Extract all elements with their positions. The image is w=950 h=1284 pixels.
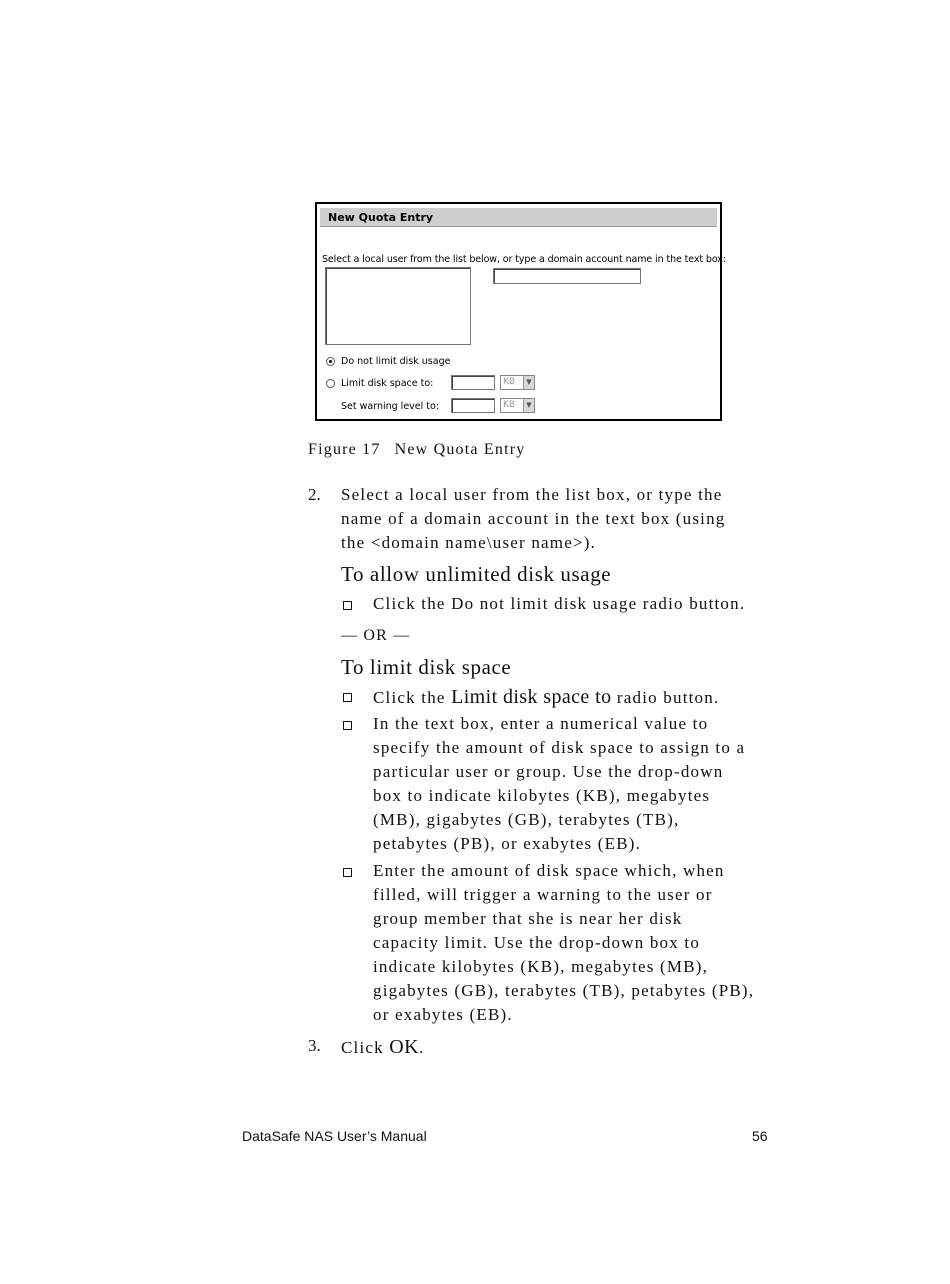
step-3-pre: Click	[341, 1038, 390, 1057]
bullet-limit-1-pre: Click the	[373, 688, 452, 707]
bullet-square	[343, 868, 352, 877]
figure-caption	[308, 441, 525, 459]
bullet-limit-3-line: gigabytes (GB), terabytes (TB), petabytes (PB),	[373, 981, 755, 1000]
bullet-limit-1-post: radio button.	[611, 688, 720, 707]
heading-limit: To limit disk space	[341, 655, 512, 679]
step-2-line: the <domain name\user name>).	[341, 533, 597, 552]
bullet-limit-3-line: or exabytes (EB).	[373, 1005, 513, 1024]
ui-term-limit: Limit disk space to	[451, 686, 612, 708]
figure-caption-title: New Quota Entry	[394, 441, 526, 458]
step-3-text	[341, 1036, 424, 1059]
step-2-line: name of a domain account in the text box (using	[341, 509, 726, 528]
ui-term-ok: OK	[389, 1036, 419, 1058]
warning-unit-value: KB	[503, 400, 516, 410]
bullet-square	[343, 601, 352, 610]
radio-no-limit-row[interactable]	[326, 356, 450, 367]
bullet-limit-2-line: In the text box, enter a numerical value to	[373, 714, 709, 733]
bullet-limit-2-line: (MB), gigabytes (GB), terabytes (TB),	[373, 810, 680, 829]
bullet-limit-1	[373, 686, 719, 709]
bullet-limit-2-line: specify the amount of disk space to assign to a	[373, 738, 746, 757]
heading-unlimited: To allow unlimited disk usage	[341, 562, 612, 586]
new-quota-entry-figure	[315, 202, 726, 421]
radio-limit-label: Limit disk space to:	[341, 378, 434, 389]
chevron-down-icon: ▼	[523, 399, 534, 412]
bullet-limit-3-line: capacity limit. Use the drop-down box to	[373, 933, 701, 952]
domain-account-input[interactable]	[493, 268, 641, 284]
limit-unit-select[interactable]	[500, 375, 535, 390]
local-user-listbox[interactable]	[325, 267, 471, 345]
or-separator: — OR —	[341, 627, 411, 644]
step-2-number: 2.	[308, 485, 321, 504]
limit-unit-value: KB	[503, 377, 516, 387]
bullet-limit-2-line: petabytes (PB), or exabytes (EB).	[373, 834, 642, 853]
figure-caption-label: Figure 17	[308, 441, 381, 458]
bullet-unlimited-text: Click the Do not limit disk usage radio button.	[373, 594, 746, 613]
step-2-line: Select a local user from the list box, or type the	[341, 485, 723, 504]
bullet-limit-2-line: box to indicate kilobytes (KB), megabytes	[373, 786, 711, 805]
bullet-limit-3-line: indicate kilobytes (KB), megabytes (MB),	[373, 957, 709, 976]
bullet-limit-2-line: particular user or group. Use the drop-down	[373, 762, 724, 781]
bullet-square	[343, 693, 352, 702]
radio-no-limit-label: Do not limit disk usage	[341, 356, 451, 367]
warning-level-label: Set warning level to:	[341, 401, 440, 412]
radio-no-limit[interactable]	[326, 357, 335, 366]
page-number: 56	[752, 1128, 768, 1144]
bullet-limit-3-line: Enter the amount of disk space which, when	[373, 861, 725, 880]
radio-limit[interactable]	[326, 379, 335, 388]
dialog-instruction: Select a local user from the list below, or type a domain account name in the text box:	[322, 254, 726, 265]
radio-limit-row[interactable]	[326, 378, 433, 389]
bullet-limit-3-line: group member that she is near her disk	[373, 909, 683, 928]
warning-unit-select[interactable]	[500, 398, 535, 413]
step-3-post: .	[418, 1038, 425, 1057]
bullet-limit-3-line: filled, will trigger a warning to the user or	[373, 885, 713, 904]
bullet-square	[343, 721, 352, 730]
footer-manual-title: DataSafe NAS User’s Manual	[242, 1128, 427, 1144]
limit-value-input[interactable]	[451, 375, 495, 390]
warning-value-input[interactable]	[451, 398, 495, 413]
dialog-title: New Quota Entry	[320, 208, 717, 227]
chevron-down-icon: ▼	[523, 376, 534, 389]
step-3-number: 3.	[308, 1036, 321, 1055]
